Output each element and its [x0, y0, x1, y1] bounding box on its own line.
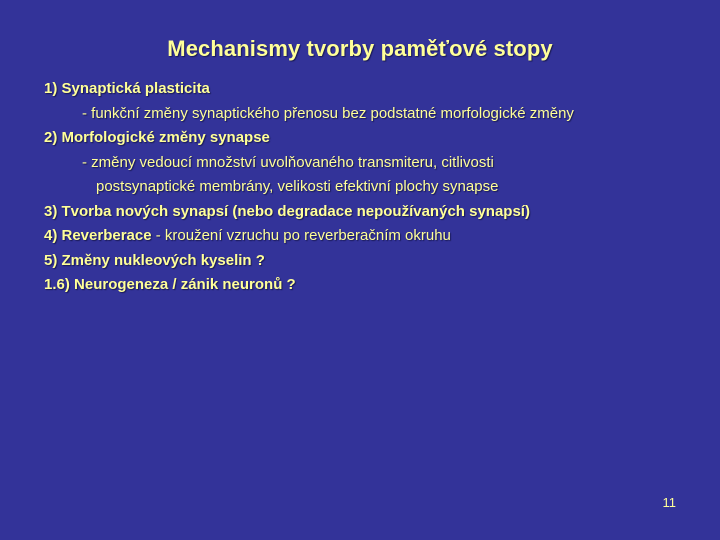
list-subitem-functional-changes: - funkční změny synaptického přenosu bez podstatné morfologické změny [82, 104, 574, 122]
page-number: 11 [662, 495, 676, 510]
slide-content [44, 77, 694, 298]
list-subitem-transmitter-changes: - změny vedoucí množství uvolňovaného transmiteru, citlivosti [82, 153, 494, 171]
slide-title: Mechanismy tvorby paměťové stopy [167, 36, 553, 61]
reverberation-label: 4) Reverberace [44, 227, 152, 244]
reverberation-description: - kroužení vzruchu po reverberačním okruhu [151, 227, 451, 244]
list-item-morphological-changes: 2) Morfologické změny synapse [44, 129, 270, 146]
list-item-neurogenesis: 1.6) Neurogeneza / zánik neuronů ? [44, 276, 296, 293]
list-item-new-synapses: 3) Tvorba nových synapsí (nebo degradace nepoužívaných synapsí) [44, 202, 530, 220]
list-subitem-transmitter-changes-continued: postsynaptické membrány, velikosti efektivní plochy synapse [96, 178, 499, 195]
list-item-synaptic-plasticity: 1) Synaptická plasticita [44, 80, 210, 97]
list-item-reverberation [44, 224, 694, 249]
list-item-nucleic-acids: 5) Změny nukleových kyselin ? [44, 251, 265, 269]
